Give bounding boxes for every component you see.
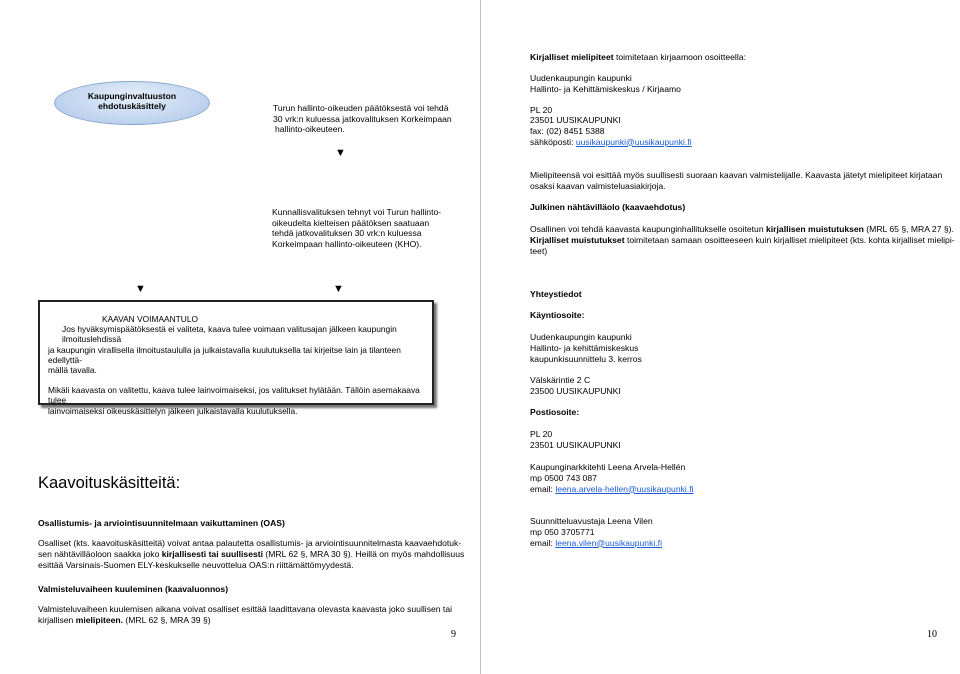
section-sign: § [342,548,348,559]
box-line: Jos hyväksymispäätöksestä ei valiteta, kaava tulee voimaan valitusajan jälkeen kaupungin ilmoituslehdissä [62,324,397,345]
box-line: Mikäli kaavasta on valitettu, kaava tulee lainvoimaiseksi, jos valitukset hylätään. Tällöin asemakaava tulee [48,385,420,406]
plan-entry-into-force-box [38,300,434,416]
valmistelu-text: kirjallisen [38,614,76,625]
postal-address-heading: Postiosoite: [530,407,580,417]
appeal-text [270,103,452,135]
address-line: Hallinto- ja Kehittämiskeskus / Kirjaamo [530,83,681,94]
valmistelu-bold-text: mielipiteen. [75,614,124,625]
person1-line: mp 0500 743 087 [530,472,597,483]
contacts-heading: Yhteystiedot [530,289,582,299]
visit-line: Välskärintie 2 C [530,375,591,386]
post-line: PL 20 [530,429,553,439]
address-line: 23501 UUSIKAUPUNKI [530,115,621,126]
valmistelu-text: ) [207,614,211,625]
person1-email-link[interactable]: leena.arvela-hellen@uusikaupunki.fi [555,483,694,494]
visit-line: 23500 UUSIKAUPUNKI [530,385,621,396]
oas-bold-text: kirjallisesti tai suullisesti [161,548,264,559]
person1-line: Kaupunginarkkitehti Leena Arvela-Hellén [530,462,686,472]
display-text: ). [948,224,954,234]
oas-text: , MRA 30 [305,548,343,559]
section-sign: § [202,614,208,625]
display-line [530,235,955,246]
kho-line: tehdä jatkovalituksen 30 vrk:n kuluessa [272,228,422,239]
person2-email-link[interactable]: leena.vilen@uusikaupunki.fi [555,537,662,548]
visit-line: Hallinto- ja kehittämiskeskus [530,342,639,353]
oas-text: sen nähtävilläoloon saakka joko [38,548,162,559]
kho-appeal-text [272,207,441,249]
public-display-paragraph [530,224,955,257]
valmistelu-text: (MRL 62 [123,614,161,625]
oval-line-1: Kaupunginvaltuuston [87,91,177,101]
down-arrow-icon: ▼ [135,283,146,295]
concepts-heading: Kaavoituskäsitteitä: [38,474,181,492]
registry-address [530,73,692,147]
oas-line: Osalliset (kts. kaavoituskäsitteitä) voivat antaa palautetta osallistumis- ja arviointisuunnitelmasta kaavaehdotuk- [38,538,462,548]
contact-person-2 [530,516,662,548]
down-arrow-icon: ▼ [335,147,346,159]
intro-rest: toimitetaan kirjaamoon osoitteella: [613,52,746,62]
box-paragraph-1 [48,324,424,375]
address-line: PL 20 [530,104,553,115]
display-bold-text: Kirjalliset muistutukset [530,235,625,245]
email-label: email: [530,483,556,494]
oas-paragraph [38,538,464,570]
display-text: Osallinen voi tehdä kaavasta kaupunginhallitukselle osoitetun [530,224,767,234]
oas-heading: Osallistumis- ja arviointisuunnitelmaan vaikuttaminen (OAS) [38,518,285,528]
email-label: sähköposti: [530,136,576,147]
box-line: lainvoimaiseksi oikeuskäsittelyn jälkeen julkaistavalla kuulutuksella. [48,405,298,416]
email-label: email: [530,537,556,548]
address-line: fax: (02) 8451 5388 [530,125,605,136]
oral-line: osaksi kaavan valmisteluasiakirjoja. [530,180,666,191]
person2-line: mp 050 3705771 [530,526,595,537]
kho-line: Kunnallisvalituksen tehnyt voi Turun hallinto- [272,207,442,217]
oral-opinions-text [530,170,942,192]
valmistelu-line [38,615,452,626]
section-sign: § [901,224,907,234]
box-line: ja kaupungin virallisella ilmoitustaululla ja julkaistavalla kuulutuksella tai kirjeitse lain ja tilanteen edellyttä- [48,344,401,365]
visiting-address-heading: Käyntiosoite: [530,310,585,320]
person2-email-line [530,538,662,549]
email-line [530,137,692,148]
post-line: 23501 UUSIKAUPUNKI [530,439,621,450]
visit-line: Uudenkaupungin kaupunki [530,332,632,342]
valmistelu-heading: Valmisteluvaiheen kuuleminen (kaavaluonnos) [38,584,229,594]
address-line: Uudenkaupungin kaupunki [530,73,632,83]
visiting-address [530,332,642,397]
display-text: (MRL 65 [863,224,902,234]
appeal-line: Turun hallinto-oikeuden päätöksestä voi tehdä [273,103,449,113]
box-paragraph-2 [48,385,424,416]
oas-text: (MRL 62 [263,548,301,559]
display-line [530,224,955,235]
section-sign: § [300,548,306,559]
valmistelu-text: , MRA 39 [165,614,203,625]
right-page [481,0,960,674]
person2-line: Suunnitteluavustaja Leena Vilen [530,516,653,526]
public-display-heading: Julkinen nähtävilläolo (kaavaehdotus) [530,202,686,212]
oval-line-2: ehdotuskäsittely [98,101,166,111]
section-sign: § [943,224,949,234]
written-opinions-intro [530,52,746,63]
intro-bold: Kirjalliset mielipiteet [530,52,614,62]
visit-line: kaupunkisuunnittelu 3. kerros [530,353,642,364]
display-text: , MRA 27 [906,224,944,234]
display-bold-text: kirjallisen muistutuksen [766,224,864,234]
kho-line: oikeudelta kielteisen päätöksen saatuaan [272,217,430,228]
valmistelu-line: Valmisteluvaiheen kuulemisen aikana voivat osalliset esittää laadittavana olevasta kaavasta joko suullisen tai [38,604,453,614]
oral-line: Mielipiteensä voi esittää myös suullisesti suoraan kaavan valmistelijalle. Kaavasta jätetyt mielipiteet kirjataan [530,170,943,180]
kho-line: Korkeimpaan hallinto-oikeuteen (KHO). [272,238,422,249]
section-sign: § [160,614,166,625]
down-arrow-icon: ▼ [333,283,344,295]
contact-person-1 [530,462,694,494]
registry-email-link[interactable]: uusikaupunki@uusikaupunki.fi [575,136,692,147]
oas-text: ). Heillä on myös mahdollisuus [347,548,465,559]
appeal-line: hallinto-oikeuteen. [275,124,345,135]
valmistelu-paragraph [38,604,452,626]
council-proposal-oval [54,81,210,125]
box-title: KAAVAN VOIMAANTULO [102,314,199,324]
postal-address [530,429,621,451]
page-number-right: 10 [927,629,937,640]
display-line: teet) [530,246,548,256]
visit-line [530,364,642,375]
oas-line: esittää Varsinais-Suomen ELY-keskukselle neuvottelua OAS:n riittämättömyydestä. [38,559,354,570]
appeal-line: 30 vrk:n kuluessa jatkovalituksen Korkeimpaan [273,113,452,124]
display-text: toimitetaan samaan osoitteeseen kuin kirjalliset mielipiteet (kts. kohta kirjalliset mielipi- [624,235,955,245]
box-line: mällä tavalla. [48,365,97,376]
address-line [530,94,692,105]
oas-line [38,549,464,560]
page-number-left: 9 [451,629,456,640]
person1-email-line [530,484,694,495]
